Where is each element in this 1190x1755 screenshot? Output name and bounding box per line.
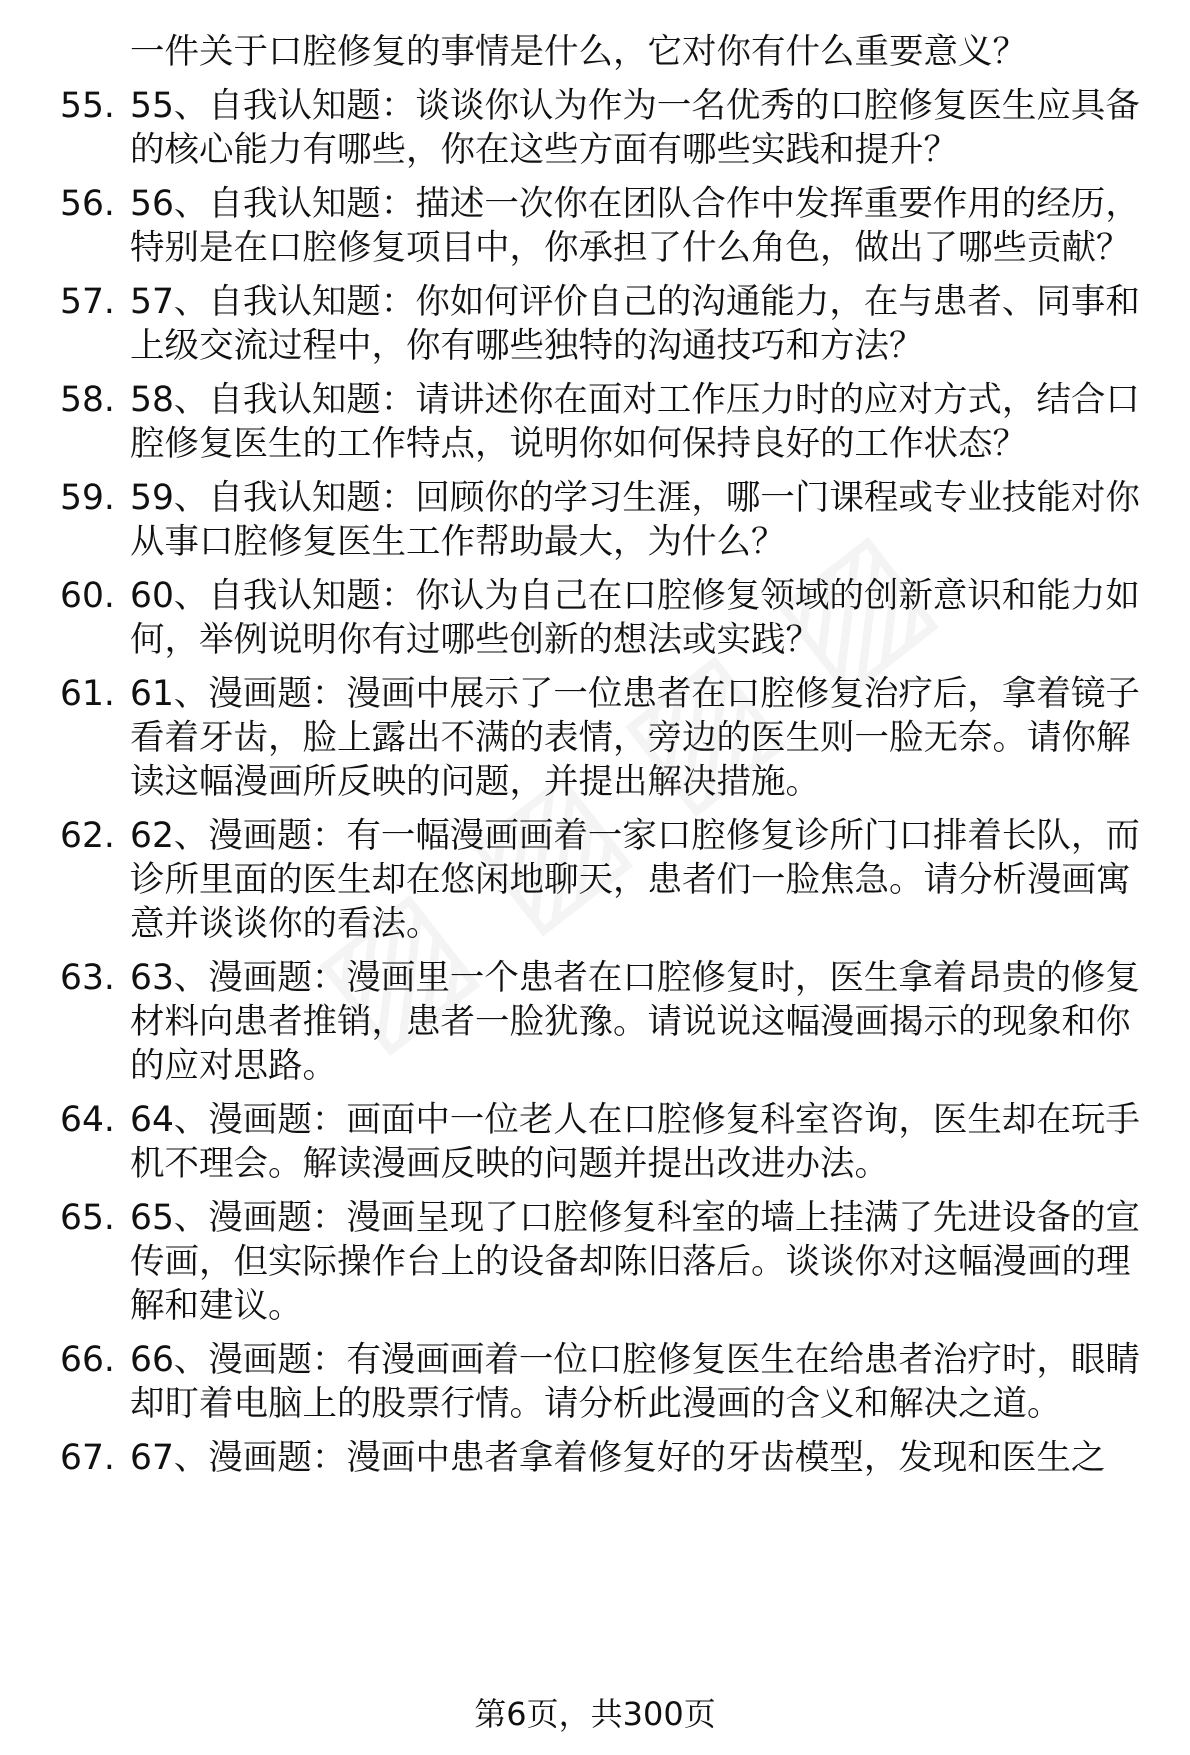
item-text: 57、自我认知题：你如何评价自己的沟通能力，在与患者、同事和上级交流过程中，你有哪些独特的沟通技巧和方法？ xyxy=(130,282,1140,366)
item-number: 62. xyxy=(60,816,115,856)
page-footer: 第6页，共300页 xyxy=(474,1695,716,1733)
item-number: 61. xyxy=(60,674,115,714)
list-item xyxy=(0,378,1190,466)
question-list xyxy=(0,30,1190,1490)
item-text: 67、漫画题：漫画中患者拿着修复好的牙齿模型，发现和医生之 xyxy=(130,1438,1106,1478)
continuation-text: 一件关于口腔修复的事情是什么，它对你有什么重要意义？ xyxy=(130,32,1027,72)
list-item xyxy=(0,84,1190,172)
item-number: 58. xyxy=(60,380,115,420)
list-item xyxy=(0,574,1190,662)
list-item xyxy=(0,956,1190,1088)
item-text: 61、漫画题：漫画中展示了一位患者在口腔修复治疗后，拿着镜子看着牙齿，脸上露出不满的表情，旁边的医生则一脸无奈。请你解读这幅漫画所反映的问题，并提出解决措施。 xyxy=(130,674,1140,802)
item-text: 60、自我认知题：你认为自己在口腔修复领域的创新意识和能力如何，举例说明你有过哪些创新的想法或实践？ xyxy=(130,576,1140,660)
item-number: 59. xyxy=(60,478,115,518)
item-text: 55、自我认知题：谈谈你认为作为一名优秀的口腔修复医生应具备的核心能力有哪些，你在这些方面有哪些实践和提升？ xyxy=(130,86,1140,170)
list-item xyxy=(0,1338,1190,1426)
list-item xyxy=(0,672,1190,804)
item-text: 62、漫画题：有一幅漫画画着一家口腔修复诊所门口排着长队，而诊所里面的医生却在悠闲地聊天，患者们一脸焦急。请分析漫画寓意并谈谈你的看法。 xyxy=(130,816,1140,944)
item-text: 59、自我认知题：回顾你的学习生涯，哪一门课程或专业技能对你从事口腔修复医生工作帮助最大，为什么？ xyxy=(130,478,1140,562)
item-number: 57. xyxy=(60,282,115,322)
item-number: 56. xyxy=(60,184,115,224)
item-number: 63. xyxy=(60,958,115,998)
list-item xyxy=(0,1436,1190,1480)
list-item xyxy=(0,280,1190,368)
item-text: 65、漫画题：漫画呈现了口腔修复科室的墙上挂满了先进设备的宣传画，但实际操作台上的设备却陈旧落后。谈谈你对这幅漫画的理解和建议。 xyxy=(130,1198,1140,1326)
item-number: 67. xyxy=(60,1438,115,1478)
list-item xyxy=(0,182,1190,270)
item-text: 66、漫画题：有漫画画着一位口腔修复医生在给患者治疗时，眼睛却盯着电脑上的股票行情。请分析此漫画的含义和解决之道。 xyxy=(130,1340,1140,1424)
item-number: 64. xyxy=(60,1100,115,1140)
list-item xyxy=(0,814,1190,946)
item-number: 65. xyxy=(60,1198,115,1238)
list-item xyxy=(0,1098,1190,1186)
item-text: 63、漫画题：漫画里一个患者在口腔修复时，医生拿着昂贵的修复材料向患者推销，患者一脸犹豫。请说说这幅漫画揭示的现象和你的应对思路。 xyxy=(130,958,1140,1086)
item-text: 56、自我认知题：描述一次你在团队合作中发挥重要作用的经历，特别是在口腔修复项目中，你承担了什么角色，做出了哪些贡献？ xyxy=(130,184,1140,268)
list-item xyxy=(0,1196,1190,1328)
item-number: 60. xyxy=(60,576,115,616)
item-text: 64、漫画题：画面中一位老人在口腔修复科室咨询，医生却在玩手机不理会。解读漫画反映的问题并提出改进办法。 xyxy=(130,1100,1140,1184)
item-number: 55. xyxy=(60,86,115,126)
item-number: 66. xyxy=(60,1340,115,1380)
list-item xyxy=(0,476,1190,564)
item-text: 58、自我认知题：请讲述你在面对工作压力时的应对方式，结合口腔修复医生的工作特点，说明你如何保持良好的工作状态？ xyxy=(130,380,1140,464)
